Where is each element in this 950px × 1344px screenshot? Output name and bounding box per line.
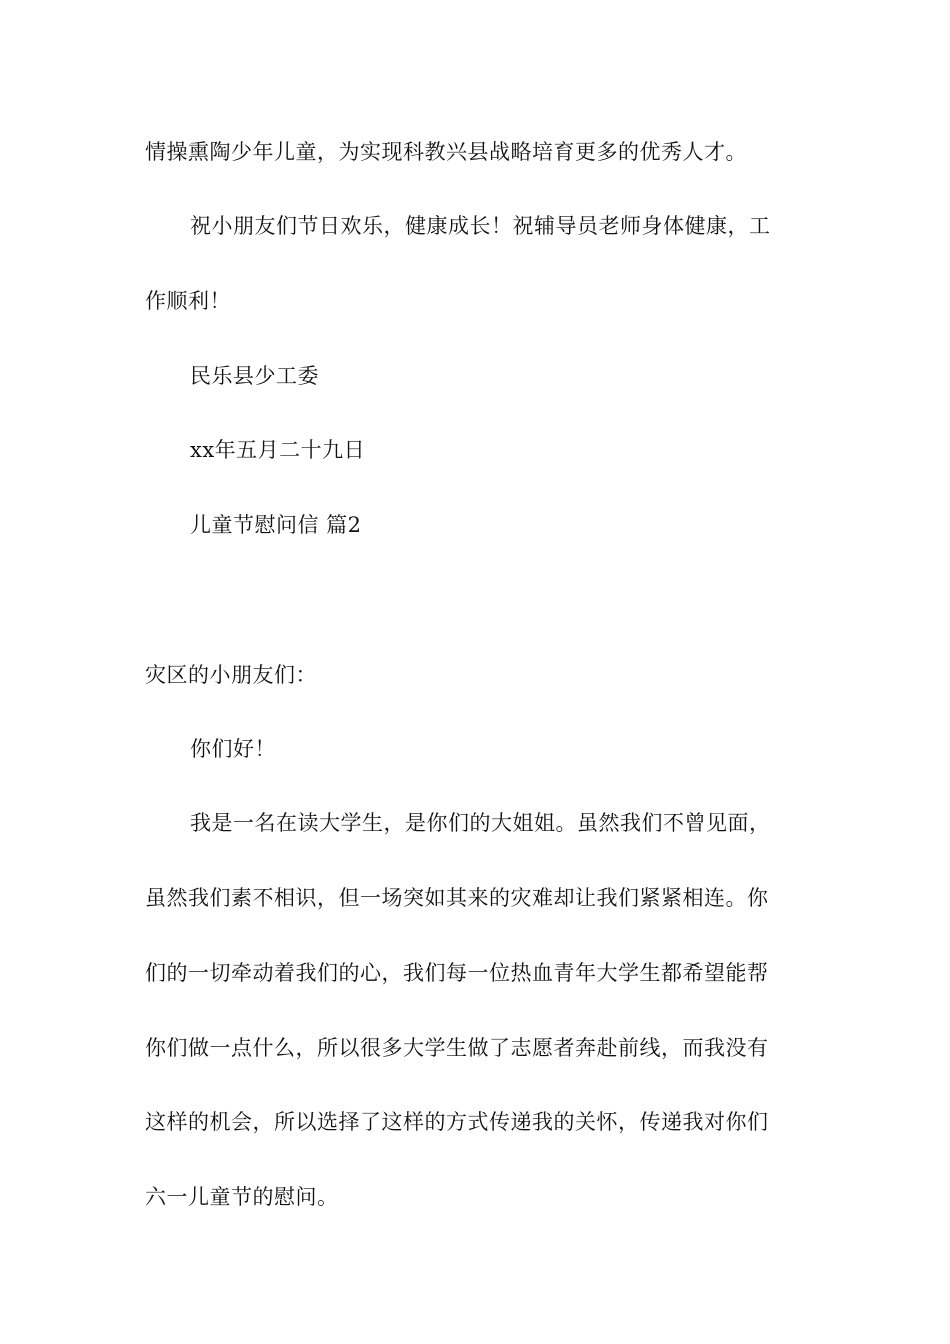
paragraph-line-2: 祝小朋友们节日欢乐，健康成长！祝辅导员老师身体健康，工 [190, 214, 771, 238]
paragraph-line-1: 情操熏陶少年儿童，为实现科教兴县战略培育更多的优秀人才。 [145, 140, 747, 164]
paragraph-line-9: 我是一名在读大学生，是你们的大姐姐。虽然我们不曾见面， [190, 811, 771, 835]
signature-organization: 民乐县少工委 [190, 364, 319, 388]
salutation: 灾区的小朋友们： [145, 663, 317, 687]
section-heading: 儿童节慰问信 篇2 [190, 513, 362, 537]
paragraph-line-10: 虽然我们素不相识，但一场突如其来的灾难却让我们紧紧相连。你 [145, 886, 769, 910]
paragraph-line-14: 六一儿童节的慰问。 [145, 1185, 339, 1209]
paragraph-line-3: 作顺利！ [145, 289, 231, 313]
paragraph-line-12: 你们做一点什么，所以很多大学生做了志愿者奔赴前线，而我没有 [145, 1036, 769, 1060]
greeting: 你们好！ [190, 737, 276, 761]
signature-date: xx年五月二十九日 [190, 438, 366, 462]
paragraph-line-11: 们的一切牵动着我们的心，我们每一位热血青年大学生都希望能帮 [145, 961, 769, 985]
paragraph-line-13: 这样的机会，所以选择了这样的方式传递我的关怀，传递我对你们 [145, 1110, 769, 1134]
